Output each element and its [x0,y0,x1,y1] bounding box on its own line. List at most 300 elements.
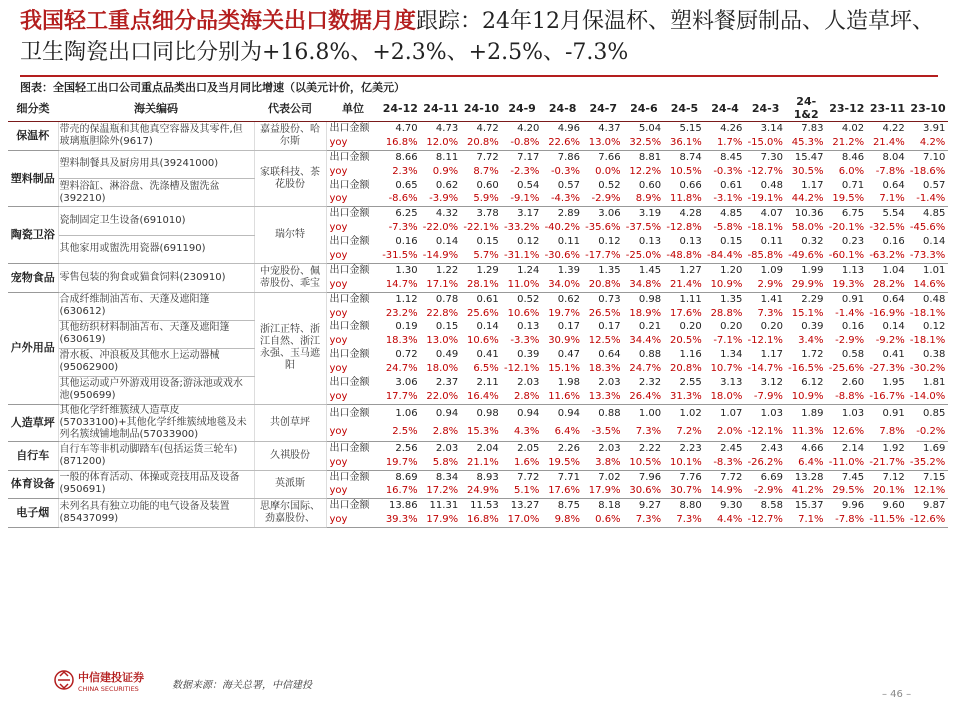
table-row [8,122,948,136]
amount-value: 4.72 [476,122,499,134]
amount-value: 0.23 [841,236,865,248]
amount-value: 1.35 [598,264,621,276]
unit-yoy-label: yoy [326,278,380,292]
amount-value: 8.46 [841,151,865,163]
amount-value: 4.28 [679,208,702,220]
yoy-value: -2.9% [835,335,865,347]
yoy-value: -84.4% [705,249,746,263]
amount-value: 0.60 [638,179,662,191]
yoy-value: -73.3% [908,249,949,263]
yoy-value: 20.1% [867,484,908,498]
amount-value: 0.14 [476,321,499,333]
unit-amount-label: 出口金额 [329,321,370,333]
amount-value: 1.34 [720,349,743,361]
amount-value: 2.03 [598,442,621,454]
yoy-value: 0.9% [432,165,459,177]
unit-amount-label: 出口金额 [329,236,370,248]
yoy-value: 24.7% [385,363,418,375]
yoy-value: -3.5% [583,423,624,442]
column-header: 细分类 [8,95,58,122]
yoy-value: -11.5% [867,513,908,527]
amount-value: 3.06 [598,208,621,220]
yoy-value: 10.6% [507,307,540,319]
amount-value: 7.72 [476,151,499,163]
amount-value: 8.69 [395,471,418,483]
yoy-value: -37.5% [625,222,662,234]
yoy-value: 16.4% [461,390,502,404]
yoy-value: -40.2% [544,222,580,234]
amount-value: 1.99 [801,264,824,276]
amount-value: 1.98 [557,376,580,388]
yoy-value: -48.8% [664,249,705,263]
yoy-value: 22.8% [426,307,459,319]
yoy-value: -30.2% [909,363,946,375]
table-row [8,179,948,193]
yoy-value: 1.7% [705,136,746,150]
amount-value: 0.61 [720,179,743,191]
yoy-value: -45.6% [909,222,946,234]
unit-amount-label: 出口金额 [329,500,370,512]
amount-value: 0.48 [923,293,946,305]
amount-value: 2.43 [760,442,783,454]
yoy-value: 20.8% [669,363,702,375]
yoy-value: 7.8% [867,423,908,442]
amount-value: 0.21 [638,321,662,333]
yoy-value: -32.5% [869,222,905,234]
amount-value: 2.32 [638,376,662,388]
yoy-value: -15.0% [745,136,786,150]
amount-value: 1.29 [476,264,499,276]
yoy-value: 13.0% [426,335,459,347]
amount-value: 0.14 [923,236,946,248]
yoy-value: 20.8% [583,278,624,292]
amount-value: 1.30 [395,264,418,276]
amount-value: 1.17 [801,179,824,191]
column-header: 23-12 [827,95,868,122]
yoy-value: 15.1% [791,307,824,319]
yoy-value: -2.9% [583,192,624,206]
column-header: 24-7 [583,95,624,122]
yoy-value: 6.4% [786,456,827,470]
yoy-value: 7.3% [664,513,705,527]
yoy-value: -18.1% [909,335,946,347]
yoy-value: 21.1% [461,456,502,470]
amount-value: 0.60 [476,179,499,191]
amount-value: 7.72 [517,471,540,483]
yoy-value: -7.9% [745,390,786,404]
yoy-value: -20.1% [828,222,865,234]
amount-value: 0.13 [679,236,702,248]
unit-amount-label: 出口金额 [329,264,370,276]
yoy-value: 18.0% [705,390,746,404]
yoy-value: -3.3% [510,335,540,347]
amount-value: 6.69 [760,471,783,483]
amount-value: 2.26 [557,442,580,454]
unit-yoy-label: yoy [326,390,380,404]
amount-value: 0.39 [801,321,824,333]
amount-value: 2.56 [395,442,418,454]
title-black: 跟踪：24年12月保温杯、塑料餐厨制品、人造草坪、卫生陶瓷出口同比分别为+16.8%、+2.3%、+2.5%、-7.3% [20,9,935,65]
export-table [8,95,948,528]
yoy-value: 16.8% [380,136,421,150]
data-source: 数据来源：海关总署，中信建投 [172,680,312,691]
yoy-value: 31.3% [664,390,705,404]
amount-value: 9.30 [720,500,743,512]
yoy-value: -26.2% [745,456,786,470]
yoy-value: 5.9% [461,192,502,206]
yoy-value: -12.1% [745,423,786,442]
yoy-value: -1.4% [835,307,865,319]
amount-value: 8.74 [679,151,702,163]
yoy-value: -49.6% [786,249,827,263]
amount-value: 2.03 [435,442,459,454]
amount-value: 4.96 [557,122,580,134]
yoy-value: 13.3% [583,390,624,404]
unit-yoy-label: yoy [329,335,348,347]
yoy-value: 14.9% [705,484,746,498]
svg-text:中信建投证券: 中信建投证券 [78,671,144,684]
amount-value: 0.41 [882,349,905,361]
amount-value: 7.10 [923,151,946,163]
unit-yoy-label: yoy [329,165,348,177]
yoy-value: 17.9% [583,484,624,498]
yoy-value: -11.0% [827,456,868,470]
yoy-value: 41.2% [786,484,827,498]
amount-value: 1.95 [882,376,905,388]
amount-value: 1.20 [720,264,743,276]
amount-value: 4.73 [435,122,459,134]
yoy-value: -31.5% [380,249,421,263]
amount-value: 5.54 [882,208,905,220]
amount-value: 0.19 [395,321,418,333]
amount-value: 4.20 [517,122,540,134]
amount-value: 0.11 [760,236,783,248]
yoy-value: 32.5% [624,136,665,150]
unit-yoy-label: yoy [326,136,380,150]
amount-value: 0.17 [598,321,621,333]
amount-value: 0.16 [841,321,865,333]
yoy-value: 16.8% [461,513,502,527]
amount-value: 0.94 [557,407,580,419]
unit-yoy-label: yoy [326,192,380,206]
amount-value: 7.17 [517,151,540,163]
amount-value: 11.31 [429,500,459,512]
yoy-value: 30.9% [548,335,580,347]
yoy-value: -25.6% [828,363,865,375]
amount-value: 2.05 [517,442,540,454]
amount-value: 1.17 [760,349,783,361]
yoy-value: 22.0% [421,390,462,404]
amount-value: 0.52 [598,179,621,191]
amount-value: 0.88 [638,349,662,361]
amount-value: 5.15 [679,122,702,134]
amount-value: 5.04 [638,122,662,134]
yoy-value: 17.6% [669,307,702,319]
yoy-value: 12.2% [629,165,662,177]
yoy-value: 17.1% [421,278,462,292]
yoy-value: -14.7% [747,363,783,375]
amount-value: 0.57 [923,179,946,191]
unit-amount-label: 出口金额 [329,179,370,191]
yoy-value: 11.6% [542,390,583,404]
amount-value: 7.30 [760,151,783,163]
yoy-value: -85.8% [745,249,786,263]
title-divider [20,75,938,77]
yoy-value: 21.4% [664,278,705,292]
page-number: – 46 – [882,689,912,700]
amount-value: 1.72 [801,349,824,361]
column-header: 24-10 [461,95,502,122]
yoy-value: -0.8% [502,136,543,150]
unit-yoy-label: yoy [329,222,348,234]
amount-value: 7.15 [923,471,946,483]
yoy-value: -9.2% [875,335,905,347]
amount-value: 1.16 [679,349,702,361]
yoy-value: 10.1% [664,456,705,470]
yoy-value: -7.1% [713,335,743,347]
yoy-value: 45.3% [786,136,827,150]
yoy-value: -2.9% [745,484,786,498]
amount-value: 1.03 [760,407,783,419]
yoy-value: 14.7% [380,278,421,292]
column-header: 24-6 [624,95,665,122]
customs-code-cell: 其他运动或户外游戏用设备;游泳池或戏水池(950699) [58,376,254,404]
yoy-value: 12.5% [588,335,621,347]
yoy-value: -14.0% [908,390,949,404]
column-header: 24-9 [502,95,543,122]
customs-code-cell: 未列名具有独立功能的电气设备及装置(85437099) [58,499,254,528]
column-header: 海关编码 [58,95,254,122]
title-red: 我国轻工重点细分品类海关出口数据月度 [20,8,417,34]
yoy-value: 14.6% [908,278,949,292]
yoy-value: 17.9% [421,513,462,527]
column-header: 24-1&2 [786,95,827,122]
amount-value: 0.20 [720,321,743,333]
category-cell: 保温杯 [8,122,58,151]
yoy-value: 17.6% [542,484,583,498]
amount-value: 0.17 [557,321,580,333]
unit-yoy-label: yoy [326,423,380,442]
amount-value: 0.58 [841,349,865,361]
table-row [8,292,948,306]
yoy-value: 10.9% [786,390,827,404]
amount-value: 1.24 [517,264,540,276]
yoy-value: -3.1% [705,192,746,206]
unit-amount-label: 出口金额 [329,208,370,220]
amount-value: 9.96 [841,500,865,512]
customs-code-cell: 塑料制餐具及厨房用具(39241000) [58,150,254,178]
amount-value: 7.83 [801,122,824,134]
amount-value: 0.49 [435,349,459,361]
amount-value: 1.02 [679,407,702,419]
yoy-value: -31.1% [502,249,543,263]
yoy-value: 30.6% [624,484,665,498]
amount-value: 1.06 [395,407,418,419]
yoy-value: 18.9% [629,307,662,319]
amount-value: 0.62 [435,179,459,191]
yoy-value: 24.9% [461,484,502,498]
category-cell: 电子烟 [8,499,58,528]
amount-value: 3.17 [517,208,540,220]
amount-value: 8.58 [760,500,783,512]
amount-value: 4.37 [598,122,621,134]
amount-value: 4.70 [395,122,418,134]
amount-value: 2.04 [476,442,499,454]
amount-value: 8.04 [882,151,905,163]
amount-value: 0.88 [598,407,621,419]
yoy-value: 20.5% [669,335,702,347]
amount-value: 7.45 [841,471,865,483]
amount-value: 1.07 [720,407,743,419]
yoy-value: -12.6% [908,513,949,527]
amount-value: 0.14 [882,321,905,333]
table-row [8,376,948,390]
company-cell: 嘉益股份、哈尔斯 [254,122,326,151]
amount-value: 1.69 [923,442,946,454]
yoy-value: 16.7% [380,484,421,498]
yoy-value: -16.5% [788,363,824,375]
amount-value: 3.19 [638,208,662,220]
yoy-value: 3.8% [583,456,624,470]
amount-value: 0.73 [598,293,621,305]
yoy-value: -0.2% [908,423,949,442]
yoy-value: 0.0% [595,165,621,177]
amount-value: 0.64 [882,179,905,191]
amount-value: 1.13 [841,264,865,276]
column-header: 代表公司 [254,95,326,122]
column-header: 24-8 [542,95,583,122]
amount-value: 8.45 [720,151,743,163]
amount-value: 7.12 [882,471,905,483]
yoy-value: -17.7% [583,249,624,263]
yoy-value: 19.5% [827,192,868,206]
yoy-value: 4.3% [502,423,543,442]
amount-value: 3.78 [476,208,499,220]
amount-value: 1.92 [882,442,905,454]
yoy-value: 12.0% [421,136,462,150]
amount-value: 0.91 [841,293,865,305]
amount-value: 2.03 [517,376,540,388]
unit-amount-label: 出口金额 [329,376,370,388]
amount-value: 13.27 [510,500,540,512]
yoy-value: -12.8% [666,222,702,234]
yoy-value: 2.8% [421,423,462,442]
table-row [8,441,948,455]
amount-value: 6.75 [841,208,865,220]
yoy-value: 22.6% [542,136,583,150]
yoy-value: 28.2% [867,278,908,292]
amount-value: 0.48 [760,179,783,191]
yoy-value: -33.2% [503,222,540,234]
yoy-value: 7.3% [757,307,783,319]
company-cell: 思摩尔国际、劲嘉股份、 [254,499,326,528]
table-header-row [8,95,948,122]
amount-value: 1.81 [923,376,946,388]
yoy-value: 19.5% [542,456,583,470]
amount-value: 7.86 [557,151,580,163]
yoy-value: -2.3% [510,165,540,177]
company-cell: 瑞尔特 [254,207,326,264]
yoy-value: 7.1% [786,513,827,527]
unit-yoy-label: yoy [329,363,348,375]
amount-value: 0.98 [476,407,499,419]
yoy-value: -19.1% [745,192,786,206]
company-cell: 英派斯 [254,470,326,499]
yoy-value: 34.8% [624,278,665,292]
amount-value: 0.16 [882,236,905,248]
yoy-value: -16.7% [867,390,908,404]
amount-value: 2.03 [598,376,621,388]
amount-value: 8.18 [598,500,621,512]
amount-value: 0.98 [638,293,662,305]
amount-value: 2.37 [435,376,459,388]
yoy-value: 12.1% [908,484,949,498]
customs-code-cell: 一般的体育活动、体操或竞技用品及设备(950691) [58,470,254,499]
amount-value: 7.76 [679,471,702,483]
amount-value: 0.61 [476,293,499,305]
amount-value: 7.96 [638,471,662,483]
yoy-value: 17.7% [380,390,421,404]
amount-value: 0.66 [679,179,702,191]
yoy-value: 4.4% [705,513,746,527]
yoy-value: 2.0% [705,423,746,442]
amount-value: 4.22 [882,122,905,134]
amount-value: 11.53 [470,500,499,512]
amount-value: 0.91 [882,407,905,419]
yoy-value: 20.8% [461,136,502,150]
company-cell: 家联科技、茶花股份 [254,150,326,207]
amount-value: 4.85 [923,208,946,220]
amount-value: 0.15 [476,236,499,248]
yoy-value: 6.5% [473,363,499,375]
amount-value: 2.23 [679,442,702,454]
unit-amount-label: 出口金额 [329,407,370,419]
amount-value: 0.85 [923,407,946,419]
amount-value: 1.35 [720,293,743,305]
amount-value: 0.54 [517,179,540,191]
table-row [8,348,948,362]
amount-value: 0.71 [841,179,865,191]
amount-value: 1.04 [882,264,905,276]
yoy-value: 18.3% [588,363,621,375]
yoy-value: 19.7% [548,307,580,319]
yoy-value: 13.0% [583,136,624,150]
amount-value: 2.22 [638,442,662,454]
yoy-value: 5.7% [461,249,502,263]
amount-value: 0.52 [517,293,540,305]
yoy-value: -25.0% [624,249,665,263]
yoy-value: -14.9% [421,249,462,263]
customs-code-cell: 其他化学纤维簇绒人造草皮(57033100)+其他化学纤维簇绒地毯及未列名簇绒铺地制品(57033900) [58,404,254,441]
amount-value: 0.12 [598,236,621,248]
yoy-value: 10.6% [467,335,499,347]
amount-value: 0.41 [476,349,499,361]
yoy-value: -30.6% [542,249,583,263]
table-row [8,150,948,164]
yoy-value: -27.3% [869,363,905,375]
yoy-value: 6.4% [542,423,583,442]
amount-value: 13.86 [388,500,418,512]
yoy-value: 10.7% [710,363,743,375]
yoy-value: 7.3% [624,513,665,527]
yoy-value: 58.0% [791,222,824,234]
unit-amount-label: 出口金额 [329,293,370,305]
table-row [8,235,948,249]
yoy-value: -60.1% [827,249,868,263]
unit-yoy-label: yoy [326,456,380,470]
yoy-value: -7.8% [875,165,905,177]
amount-value: 8.93 [476,471,499,483]
